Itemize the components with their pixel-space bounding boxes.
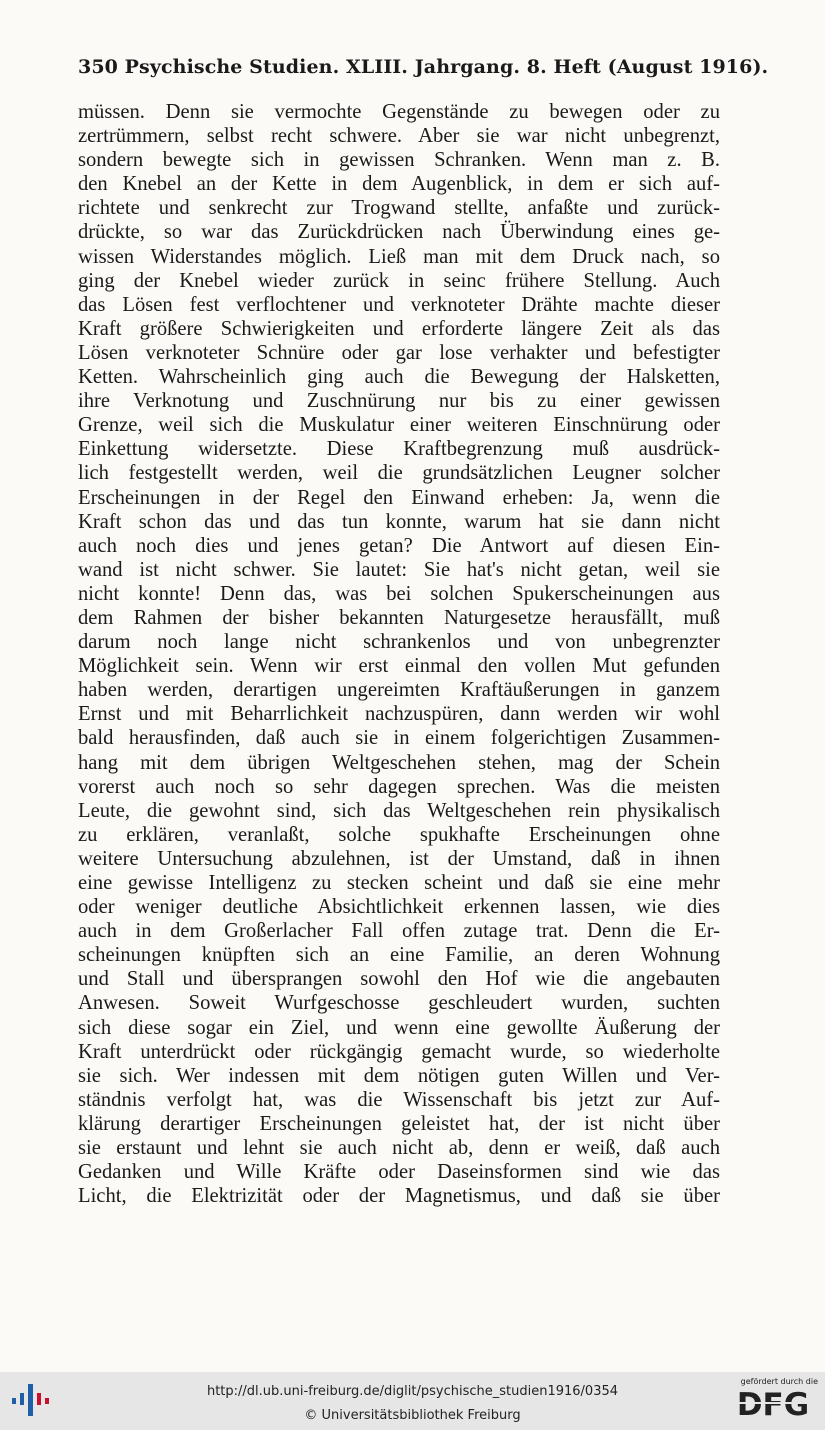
text-line: weitere Untersuchung abzulehnen, ist der Umstand, daß in ihnen [78, 847, 720, 870]
text-line: auch noch dies und jenes getan? Die Antwort auf diesen Ein- [78, 534, 720, 557]
text-line: Erscheinungen in der Regel den Einwand erheben: Ja, wenn die [78, 486, 720, 509]
text-line: ständnis verfolgt hat, was die Wissenschaft bis jetzt zur Auf- [78, 1088, 720, 1111]
text-line: ihre Verknotung und Zuschnürung nur bis zu einer gewissen [78, 390, 720, 413]
source-url[interactable]: http://dl.ub.uni-freiburg.de/diglit/psychische_studien1916/0354 [206, 1384, 619, 1399]
text-line: oder weniger deutliche Absichtlichkeit erkennen lassen, wie dies [78, 896, 720, 919]
viewer-footer [0, 1372, 825, 1430]
text-line: auch in dem Großerlacher Fall offen zutage trat. Denn die Er- [78, 920, 720, 943]
text-line: sie sich. Wer indessen mit dem nötigen guten Willen und Ver- [78, 1064, 720, 1087]
text-line: darum noch lange nicht schrankenlos und von unbegrenzter [78, 631, 720, 654]
text-line: Leute, die gewohnt sind, sich das Weltgeschehen rein physikalisch [78, 799, 720, 822]
text-line: zu erklären, veranlaßt, solche spukhafte Erscheinungen ohne [78, 823, 720, 846]
text-line: klärung derartiger Erscheinungen geleistet hat, der ist nicht über [78, 1112, 720, 1135]
text-line: Möglichkeit sein. Wenn wir erst einmal den vollen Mut gefunden [78, 655, 720, 678]
text-line: vorerst auch noch so sehr dagegen sprechen. Was die meisten [78, 775, 720, 798]
dfg-logo [728, 1377, 818, 1424]
text-line: den Knebel an der Kette in dem Augenblick, in dem er sich auf- [78, 173, 720, 196]
text-line: Gedanken und Wille Kräfte oder Daseinsformen sind wie das [78, 1161, 720, 1184]
dfg-label: DFG [736, 1387, 810, 1420]
text-line: Licht, die Elektrizität oder der Magnetismus, und daß sie über [78, 1185, 720, 1208]
dfg-wordmark-icon [728, 1386, 818, 1420]
text-line: dem Rahmen der bisher bekannten Naturgesetze herausfällt, muß [78, 606, 720, 629]
text-line: drückte, so war das Zurückdrücken nach Überwindung eines ge- [78, 221, 720, 244]
text-line: und Stall und übersprangen sowohl den Hof wie die angebauten [78, 968, 720, 991]
text-line: ging der Knebel wieder zurück in seinc frühere Stellung. Auch [78, 269, 720, 292]
text-line: sie erstaunt und lehnt sie auch nicht ab, denn er weiß, daß auch [78, 1137, 720, 1160]
text-line: eine gewisse Intelligenz zu stecken scheint und daß sie eine mehr [78, 872, 720, 894]
text-line: nicht konnte! Denn das, was bei solchen Spukerscheinungen aus [78, 582, 720, 605]
text-line: Kraft schon das und das tun konnte, warum hat sie dann nicht [78, 510, 720, 533]
text-line: wand ist nicht schwer. Sie lautet: Sie hat's nicht getan, weil sie [78, 558, 720, 581]
text-line: Anwesen. Soweit Wurfgeschosse geschleudert wurden, suchten [78, 992, 720, 1015]
text-line: richtete und senkrecht zur Trogwand stellte, anfaßte und zurück- [78, 197, 720, 220]
text-line: hang mit dem übrigen Weltgeschehen stehen, mag der Schein [78, 751, 720, 774]
text-line: haben werden, derartigen ungereimten Kraftäußerungen in ganzem [78, 679, 720, 702]
running-header: 350 Psychische Studien. XLIII. Jahrgang. 8. Heft (August 1916). [78, 56, 769, 78]
text-line: Kraft unterdrückt oder rückgängig gemacht wurde, so wiederholte [78, 1040, 720, 1063]
text-line: bald herausfinden, daß auch sie in einem folgerichtigen Zusammen- [78, 727, 720, 750]
text-line: Einkettung widersetzte. Diese Kraftbegrenzung muß ausdrück- [78, 438, 720, 461]
text-line: sich diese sogar ein Ziel, und wenn eine gewollte Äußerung der [78, 1016, 720, 1039]
text-line: Kraft größere Schwierigkeiten und erforderte längere Zeit als das [78, 317, 720, 340]
body-text [78, 100, 720, 1208]
text-line: das Lösen fest verflochtener und verknoteter Drähte machte dieser [78, 293, 720, 316]
text-line: scheinungen knüpften sich an eine Familie, an deren Wohnung [78, 944, 720, 967]
copyright-notice: © Universitätsbibliothek Freiburg [304, 1408, 521, 1423]
dfg-tagline: gefördert durch die [740, 1377, 818, 1386]
text-line: müssen. Denn sie vermochte Gegenstände zu bewegen oder zu [78, 101, 720, 123]
text-line: Lösen verknoteter Schnüre oder gar lose verhakter und befestigter [78, 341, 720, 364]
text-line: wissen Widerstandes möglich. Ließ man mit dem Druck nach, so [78, 245, 720, 268]
text-line: zertrümmern, selbst recht schwere. Aber sie war nicht unbegrenzt, [78, 125, 720, 148]
text-line: sondern bewegte sich in gewissen Schranken. Wenn man z. B. [78, 149, 720, 172]
text-line: Ketten. Wahrscheinlich ging auch die Bewegung der Halsketten, [78, 366, 720, 389]
text-line: Ernst und mit Beharrlichkeit nachzuspüren, dann werden wir wohl [78, 703, 720, 726]
text-line: lich festgestellt werden, weil die grundsätzlichen Leugner solcher [78, 462, 720, 485]
text-line: Grenze, weil sich die Muskulatur einer weiteren Einschnürung oder [78, 414, 720, 437]
